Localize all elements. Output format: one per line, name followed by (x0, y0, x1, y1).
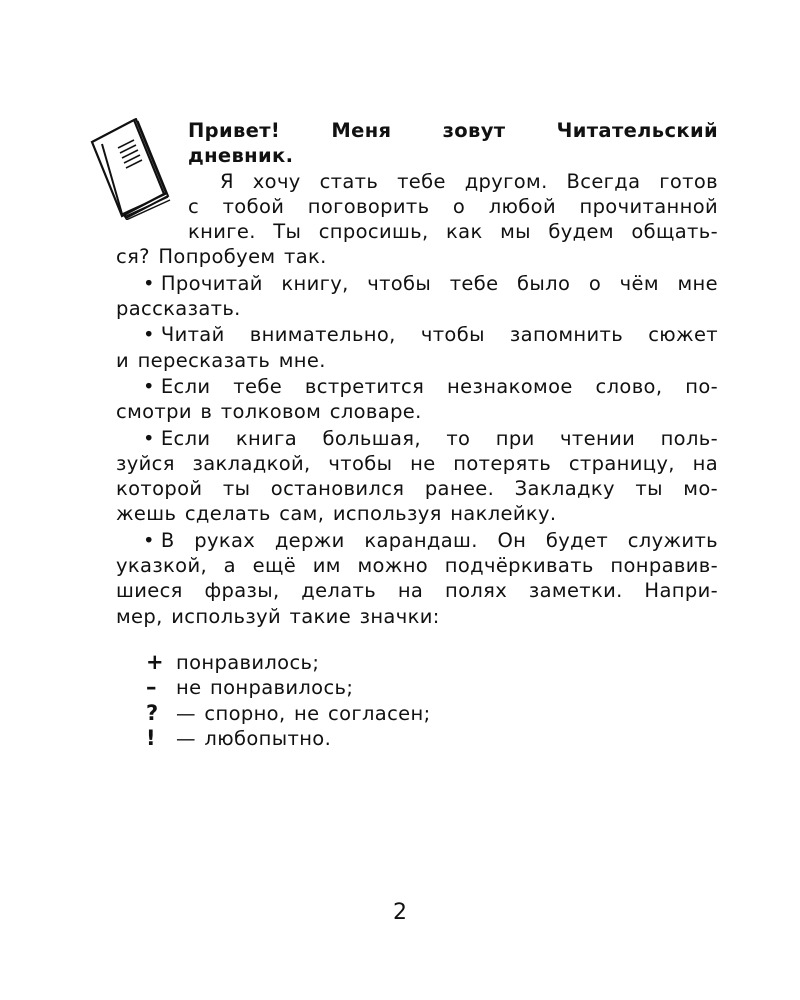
bullet-1-line-2: рассказать. (116, 297, 241, 321)
greeting-line-1: Привет! Меня зовут Читательский (188, 119, 718, 142)
bullet-5-line-3: шиеся фразы, делать на полях заметки. Напри- (116, 579, 718, 603)
bullet-4-line-1 (116, 426, 718, 451)
legend-text-liked: понравилось; (176, 651, 320, 674)
exclamation-icon: ! (146, 725, 156, 750)
intro-line-1: Я хочу стать тебе другом. Всегда готов (220, 169, 718, 193)
bullet-2-line-2: и пересказать мне. (116, 348, 326, 372)
bullet-icon: • (143, 323, 155, 347)
bullet-4-line-4: жешь сделать сам, используя наклейку. (116, 502, 557, 526)
bullet-4-text: Если книга большая, то при чтении поль- (160, 426, 718, 450)
bullet-5-text: В руках держи карандаш. Он будет служить (160, 528, 718, 552)
legend-text-disputable: — спорно, не согласен; (176, 701, 431, 725)
legend-row-curious (146, 726, 431, 751)
plus-icon: + (146, 650, 164, 674)
bullet-1-text: Прочитай книгу, чтобы тебе было о чём мне (160, 271, 718, 295)
bullet-3-line-2: смотри в толковом словаре. (116, 400, 422, 424)
bullet-2-text: Читай внимательно, чтобы запомнить сюжет (160, 323, 718, 347)
greeting-line-2: дневник. (188, 144, 294, 168)
legend-row-disputable (146, 701, 431, 726)
intro-line-2: с тобой поговорить о любой прочитанной (188, 194, 718, 218)
bullet-4-line-2: зуйся закладкой, чтобы не потерять страницу, на (116, 451, 718, 475)
bullet-5-line-1 (116, 528, 718, 553)
legend-row-disliked (146, 675, 431, 700)
intro-text-block (116, 118, 718, 629)
legend-text-curious: — любопытно. (176, 726, 332, 750)
bullet-1-line-1 (116, 271, 718, 296)
bullet-2-line-1 (116, 322, 718, 347)
question-icon: ? (146, 700, 159, 725)
legend-row-liked (146, 650, 431, 675)
bullet-3-line-1 (116, 374, 718, 399)
bullet-icon: • (143, 426, 155, 450)
bullet-3-text: Если тебе встретится незнакомое слово, по- (160, 374, 718, 398)
bullet-icon: • (143, 374, 155, 398)
page-number: 2 (393, 900, 407, 925)
intro-line-3: книге. Ты спросишь, как мы будем общать- (188, 220, 718, 244)
legend-text-disliked: не понравилось; (176, 676, 354, 700)
intro-line-4: ся? Попробуем так. (116, 245, 327, 269)
bullet-icon: • (143, 271, 155, 295)
bullet-5-line-4: мер, используй такие значки: (116, 604, 440, 628)
minus-icon: – (146, 675, 157, 700)
bullet-4-line-3: которой ты остановился ранее. Закладку ты мо- (116, 477, 718, 501)
marks-legend (146, 650, 431, 751)
bullet-5-line-2: указкой, а ещё им можно подчёркивать понравив- (116, 554, 718, 578)
bullet-icon: • (143, 528, 155, 552)
